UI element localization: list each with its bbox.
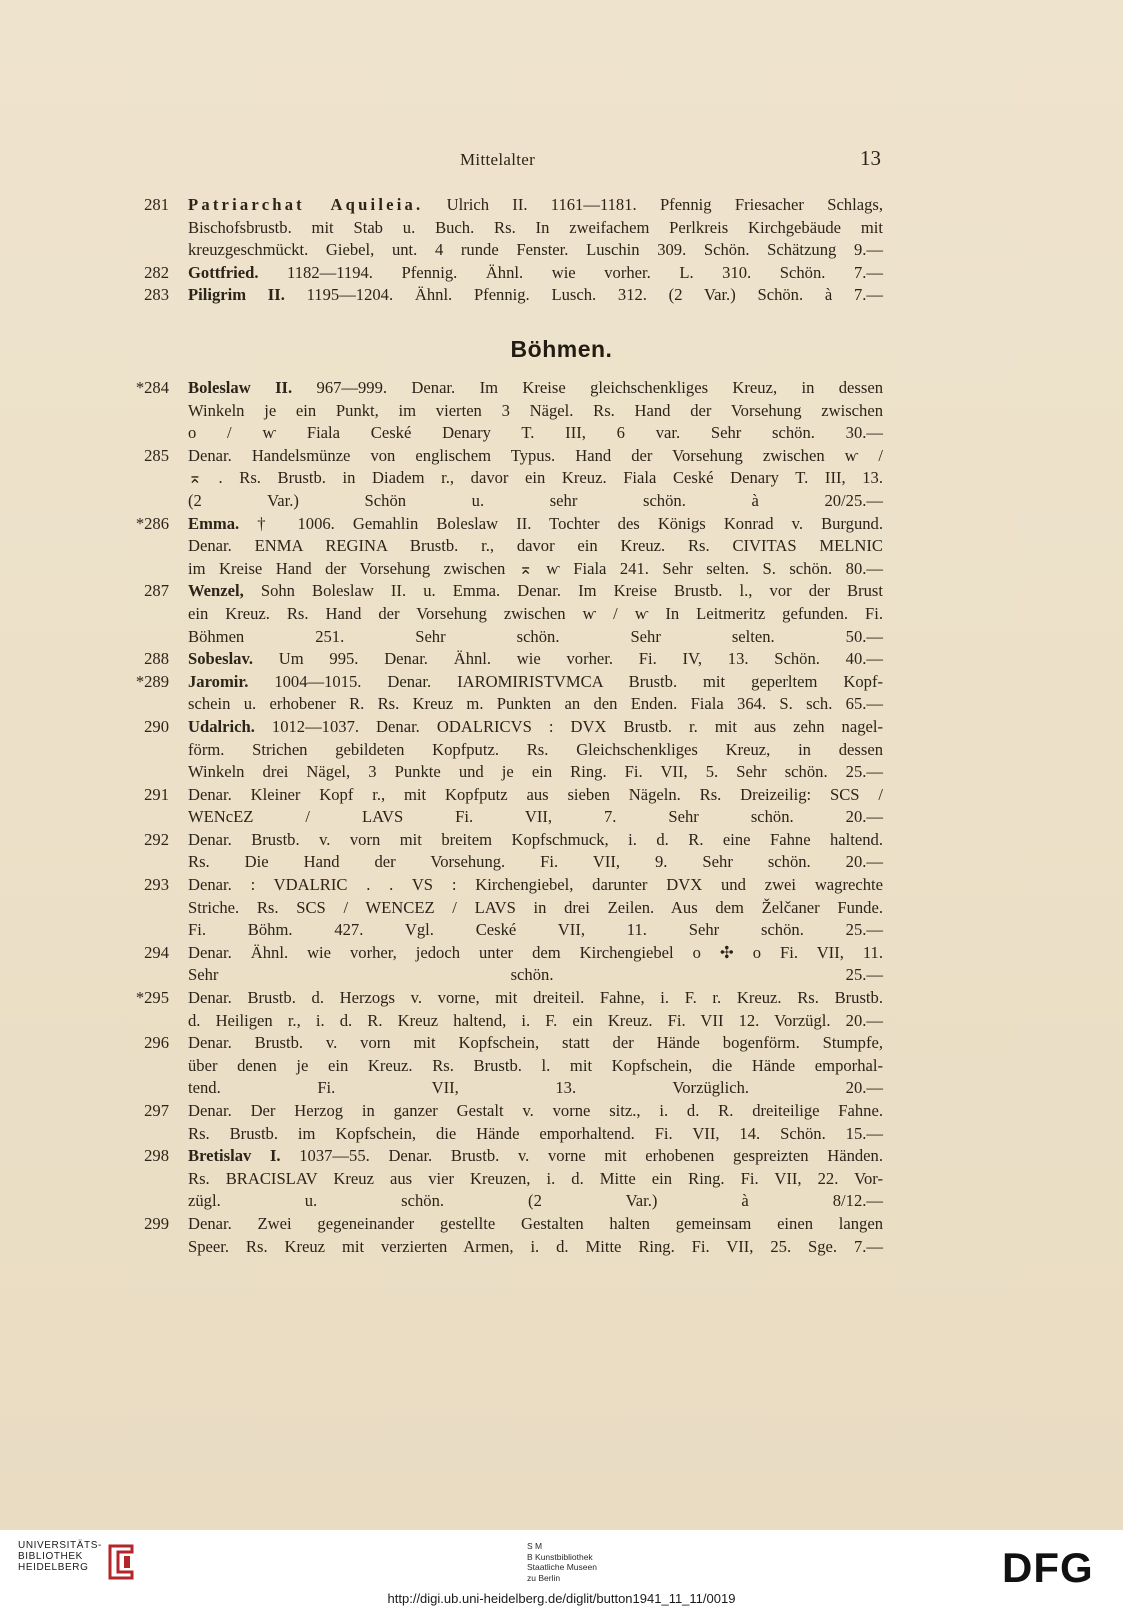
entry-line — [188, 987, 883, 1010]
entry-line — [188, 964, 883, 987]
entry-name: Boleslaw II. — [188, 378, 293, 397]
entry-line-text: 1037—55. Denar. Brustb. v. vorne mit erhobenen gespreizten Händen. — [280, 1146, 883, 1166]
university-name-line: BIBLIOTHEK — [18, 1551, 83, 1562]
entry-number: *295 — [135, 988, 169, 1008]
catalog-entry — [0, 513, 1123, 581]
entry-line-text: ⌅ . Rs. Brustb. in Diadem r., davor ein Kreuz. Fiala Ceské Denary T. III, 13. — [188, 468, 883, 488]
entry-line — [188, 422, 883, 445]
entry-line-text: förm. Strichen gebildeten Kopfputz. Rs. Gleichschenkliges Kreuz, in dessen — [188, 739, 883, 759]
entry-line — [188, 1010, 883, 1033]
source-url[interactable]: http://digi.ub.uni-heidelberg.de/diglit/button1941_11_11/0019 — [387, 1591, 736, 1606]
catalog-entry — [0, 648, 1123, 671]
entry-line-text: 1004—1015. Denar. IAROMIRISTVMCA Brustb. mit geperltem Kopf- — [248, 671, 883, 691]
entry-line-text: zügl. u. schön. (2 Var.) à 8/12.— — [188, 1191, 883, 1211]
entry-line — [188, 874, 883, 897]
dfg-logo[interactable] — [1000, 1544, 1108, 1588]
entry-line-text: † 1006. Gemahlin Boleslaw II. Tochter des Königs Konrad v. Burgund. — [239, 513, 883, 533]
entry-line-text: Fi. Böhm. 427. Vgl. Ceské VII, 11. Sehr schön. 25.— — [188, 920, 883, 940]
university-library-logo[interactable] — [18, 1540, 138, 1588]
entry-number: 292 — [144, 829, 169, 849]
entry-line-text: Denar. Ähnl. wie vorher, jedoch unter dem Kirchengiebel o ✣ o Fi. VII, 11. — [188, 942, 883, 962]
entry-line-text: 1182—1194. Pfennig. Ähnl. wie vorher. L. 310. Schön. 7.— — [258, 262, 883, 282]
entry-number: 288 — [144, 649, 169, 669]
page-number: 13 — [860, 146, 881, 170]
kunstbibliothek-stamp — [527, 1541, 597, 1583]
entry-line — [188, 919, 883, 942]
catalog-entry — [0, 194, 1123, 262]
entry-line-text: im Kreise Hand der Vorsehung zwischen ⌅ ⱳ Fiala 241. Sehr selten. S. schön. 80.— — [188, 558, 883, 578]
catalog-entry — [0, 874, 1123, 942]
entry-number: 290 — [144, 716, 169, 736]
entry-number: 297 — [144, 1101, 169, 1120]
entry-line-text: 1012—1037. Denar. ODALRICVS : DVX Brustb. r. mit aus zehn nagel- — [254, 716, 883, 736]
catalog-entry — [0, 829, 1123, 874]
entry-line-text: Denar. Handelsmünze von englischem Typus. Hand der Vorsehung zwischen ⱳ / — [188, 445, 883, 465]
entry-line-text: Denar. Kleiner Kopf r., mit Kopfputz aus sieben Nägeln. Rs. Dreizeilig: SCS / — [188, 784, 883, 804]
entry-line — [188, 490, 883, 513]
entry-line-text: o / ⱳ Fiala Ceské Denary T. III, 6 var. Sehr schön. 30.— — [188, 423, 883, 443]
entry-name: Piligrim II. — [188, 285, 285, 305]
entry-line-text: Um 995. Denar. Ähnl. wie vorher. Fi. IV, 13. Schön. 40.— — [253, 649, 883, 669]
entry-line — [188, 217, 883, 240]
entry-number: 285 — [144, 445, 169, 465]
entry-number: 291 — [144, 784, 169, 804]
entry-number: 281 — [144, 195, 169, 214]
entry-line-text: ein Kreuz. Rs. Hand der Vorsehung zwischen ⱳ / ⱳ In Leitmeritz gefunden. Fi. — [188, 603, 883, 623]
entry-line — [188, 1236, 883, 1259]
entry-line-text: tend. Fi. VII, 13. Vorzüglich. 20.— — [188, 1078, 883, 1098]
entry-line — [188, 513, 883, 536]
entry-line-text: Denar. : VDALRIC . . VS : Kirchengiebel, darunter DVX und zwei wagrechte — [188, 875, 883, 895]
entry-line — [188, 693, 883, 716]
catalog-entry — [0, 987, 1123, 1032]
entry-line — [188, 603, 883, 626]
entry-line-text: kreuzgeschmückt. Giebel, unt. 4 runde Fenster. Luschin 309. Schön. Schätzung 9.— — [188, 240, 883, 260]
entry-number: 283 — [144, 285, 169, 305]
entry-line — [188, 535, 883, 558]
entry-line-text: Denar. Brustb. d. Herzogs v. vorne, mit dreiteil. Fahne, i. F. r. Kreuz. Rs. Brustb. — [188, 988, 883, 1008]
entry-line — [188, 942, 883, 965]
entry-line — [188, 1145, 883, 1168]
entry-line — [188, 1055, 883, 1078]
catalog-entry — [0, 1213, 1123, 1258]
entry-line — [188, 671, 883, 694]
catalog-entry — [0, 716, 1123, 784]
entry-line — [188, 626, 883, 649]
entry-line-text: Sehr schön. 25.— — [188, 965, 883, 985]
running-title: Mittelalter — [460, 150, 536, 169]
stamp-line: B Kunstbibliothek — [527, 1551, 593, 1562]
entry-number: 282 — [144, 262, 169, 282]
entry-number: 294 — [144, 942, 169, 962]
entry-line-text: Denar. ENMA REGINA Brustb. r., davor ein Kreuz. Rs. CIVITAS MELNIC — [188, 536, 883, 556]
catalog-entry — [0, 284, 1123, 307]
entry-line — [188, 467, 883, 490]
catalog-entry — [0, 1100, 1123, 1145]
entry-number: *286 — [135, 513, 169, 533]
entry-number: 296 — [144, 1033, 169, 1053]
entry-line — [188, 784, 883, 807]
entry-line — [188, 445, 883, 468]
entry-line-text: Denar. Brustb. v. vorn mit breitem Kopfschmuck, i. d. R. eine Fahne haltend. — [188, 829, 883, 849]
entry-line-text: Winkeln je ein Punkt, im vierten 3 Nägel. Rs. Hand der Vorsehung zwischen — [188, 400, 883, 420]
catalog-entry — [0, 580, 1123, 648]
catalog-entry — [0, 784, 1123, 829]
entry-line — [188, 716, 883, 739]
entry-line-text: Rs. BRACISLAV Kreuz aus vier Kreuzen, i. d. Mitte ein Ring. Fi. VII, 22. Vor- — [188, 1168, 883, 1188]
entry-line-text: 967—999. Denar. Im Kreise gleichschenkliges Kreuz, in dessen — [292, 378, 884, 397]
entry-name: Wenzel, — [188, 581, 244, 601]
entry-line-text: Bischofsbrustb. mit Stab u. Buch. Rs. In zweifachem Perlkreis Kirchgebäude mit — [188, 217, 883, 237]
entry-line — [188, 558, 883, 581]
entry-line — [188, 400, 883, 423]
catalog-entry — [0, 377, 1123, 445]
stamp-line: zu Berlin — [527, 1572, 561, 1583]
entry-line — [188, 1032, 883, 1055]
entry-line-text: Denar. Zwei gegeneinander gestellte Gestalten halten gemeinsam einen langen — [188, 1213, 883, 1233]
entry-line-text: d. Heiligen r., i. d. R. Kreuz haltend, i. F. ein Kreuz. Fi. VII 12. Vorzügl. 20.— — [188, 1010, 883, 1030]
entry-line — [188, 580, 883, 603]
entry-line-text: über denen je ein Kreuz. Rs. Brustb. l. mit Kopfschein, die Hände emporhal- — [188, 1055, 883, 1075]
entry-line-text: Denar. Der Herzog in ganzer Gestalt v. vorne sitz., i. d. R. dreiteilige Fahne. — [188, 1101, 883, 1120]
entry-name: Udalrich. — [188, 716, 255, 736]
entry-line-text: Winkeln drei Nägel, 3 Punkte und je ein Ring. Fi. VII, 5. Sehr schön. 25.— — [188, 762, 883, 782]
entry-name: Patriarchat Aquileia. — [188, 195, 424, 214]
entry-line — [188, 739, 883, 762]
entry-line-text: Rs. Brustb. im Kopfschein, die Hände emporhaltend. Fi. VII, 14. Schön. 15.— — [188, 1123, 883, 1143]
entry-number: 298 — [144, 1146, 169, 1166]
entry-number: *289 — [135, 671, 169, 691]
entry-line-text: schein u. erhobener R. Rs. Kreuz m. Punkten an den Enden. Fiala 364. S. sch. 65.— — [188, 694, 883, 714]
catalog-entries-boehmen — [0, 377, 1123, 1258]
page-header — [0, 146, 1123, 176]
entry-name: Gottfried. — [188, 262, 259, 282]
university-name-line: UNIVERSITÄTS- — [18, 1540, 102, 1551]
university-emblem-icon — [106, 1542, 136, 1582]
entry-line-text: Ulrich II. 1161—1181. Pfennig Friesacher Schlags, — [423, 195, 883, 214]
catalog-entry — [0, 1032, 1123, 1100]
entry-line — [188, 761, 883, 784]
university-name — [18, 1540, 102, 1573]
entry-line — [188, 284, 883, 307]
entry-line — [188, 829, 883, 852]
entry-line — [188, 897, 883, 920]
university-name-line: HEIDELBERG — [18, 1562, 89, 1573]
entry-line — [188, 239, 883, 262]
entry-line — [188, 194, 883, 217]
catalog-entries-aquileia — [0, 194, 1123, 307]
entry-line — [188, 806, 883, 829]
entry-line-text: (2 Var.) Schön u. sehr schön. à 20/25.— — [188, 490, 883, 510]
entry-name: Emma. — [188, 513, 240, 533]
entry-line — [188, 1168, 883, 1191]
entry-line-text: Speer. Rs. Kreuz mit verzierten Armen, i. d. Mitte Ring. Fi. VII, 25. Sge. 7.— — [188, 1236, 883, 1256]
entry-line — [188, 1190, 883, 1213]
entry-line-text: Denar. Brustb. v. vorn mit Kopfschein, statt der Hände bogenförm. Stumpfe, — [188, 1033, 883, 1053]
entry-line — [188, 1077, 883, 1100]
entry-number: 287 — [144, 581, 169, 601]
catalog-entry — [0, 942, 1123, 987]
catalog-entry — [0, 671, 1123, 716]
entry-line — [188, 1100, 883, 1123]
entry-line-text: WENcEZ / LAVS Fi. VII, 7. Sehr schön. 20.— — [188, 807, 883, 827]
entry-line — [188, 1123, 883, 1146]
entry-name: Jaromir. — [188, 671, 249, 691]
entry-line-text: Rs. Die Hand der Vorsehung. Fi. VII, 9. Sehr schön. 20.— — [188, 852, 883, 872]
entry-number: *284 — [135, 378, 169, 397]
entry-line — [188, 1213, 883, 1236]
entry-line — [188, 851, 883, 874]
page-footer — [0, 1530, 1123, 1609]
dfg-label: DFG — [1002, 1544, 1094, 1588]
entry-line-text: Sohn Boleslaw II. u. Emma. Denar. Im Kreise Brustb. l., vor der Brust — [243, 581, 883, 601]
catalog-entry — [0, 1145, 1123, 1213]
entry-line-text: 1195—1204. Ähnl. Pfennig. Lusch. 312. (2 Var.) Schön. à 7.— — [284, 285, 883, 305]
stamp-line: S M — [527, 1541, 543, 1551]
entry-name: Sobeslav. — [188, 649, 254, 669]
stamp-line: Staatliche Museen — [527, 1562, 597, 1572]
entry-name: Bretislav I. — [188, 1146, 281, 1166]
entry-line — [188, 262, 883, 285]
entry-number: 293 — [144, 875, 169, 895]
entry-line — [188, 377, 883, 400]
entry-number: 299 — [144, 1213, 169, 1233]
catalog-entry — [0, 262, 1123, 285]
catalog-entry — [0, 445, 1123, 513]
section-title: Böhmen. — [510, 336, 613, 362]
entry-line — [188, 648, 883, 671]
entry-line-text: Striche. Rs. SCS / WENCEZ / LAVS in drei Zeilen. Aus dem Želčaner Funde. — [188, 897, 883, 917]
entry-line-text: Böhmen 251. Sehr schön. Sehr selten. 50.— — [188, 626, 883, 646]
